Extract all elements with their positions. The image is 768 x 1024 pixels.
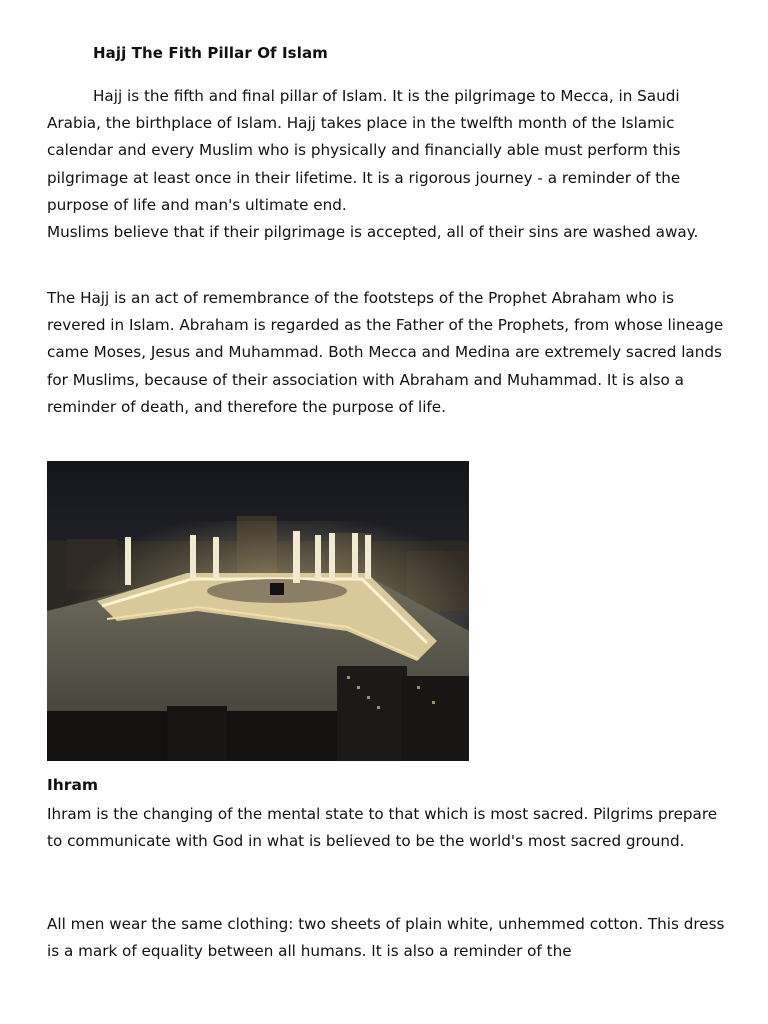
mecca-grand-mosque-photo	[47, 461, 469, 761]
document-title: Hajj The Fith Pillar Of Islam	[93, 44, 328, 62]
paragraph-abraham: The Hajj is an act of remembrance of the footsteps of the Prophet Abraham who is revered in Islam. Abraham is regarded as the Father of the Prophets, from whose lineage came Moses, Jesus and Muhammad. Both Mecca and Medina are extremely sacred lands for Muslims, because of their association with Abraham and Muhammad. It is also a reminder of death, and therefore the purpose of life.	[47, 289, 729, 416]
section-heading-ihram: Ihram	[47, 776, 99, 794]
paragraph-ihram: Ihram is the changing of the mental state to that which is most sacred. Pilgrims prepare to communicate with God in what is believed to be the world's most sacred ground.	[47, 805, 722, 851]
paragraph-intro: Hajj is the fifth and final pillar of Islam. It is the pilgrimage to Mecca, in Saudi Arabia, the birthplace of Islam. Hajj takes place in the twelfth month of the Islamic calendar and every Muslim who is physically and financially able must perform this pilgrimage at least once in their lifetime. It is a rigorous journey - a reminder of the purpose of life and man's ultimate end. Muslims believe that if their pilgrimage is accepted, all of their sins are washed away.	[47, 87, 699, 242]
paragraph-clothing: All men wear the same clothing: two sheets of plain white, unhemmed cotton. This dress is a mark of equality between all humans. It is also a reminder of the	[47, 915, 730, 961]
